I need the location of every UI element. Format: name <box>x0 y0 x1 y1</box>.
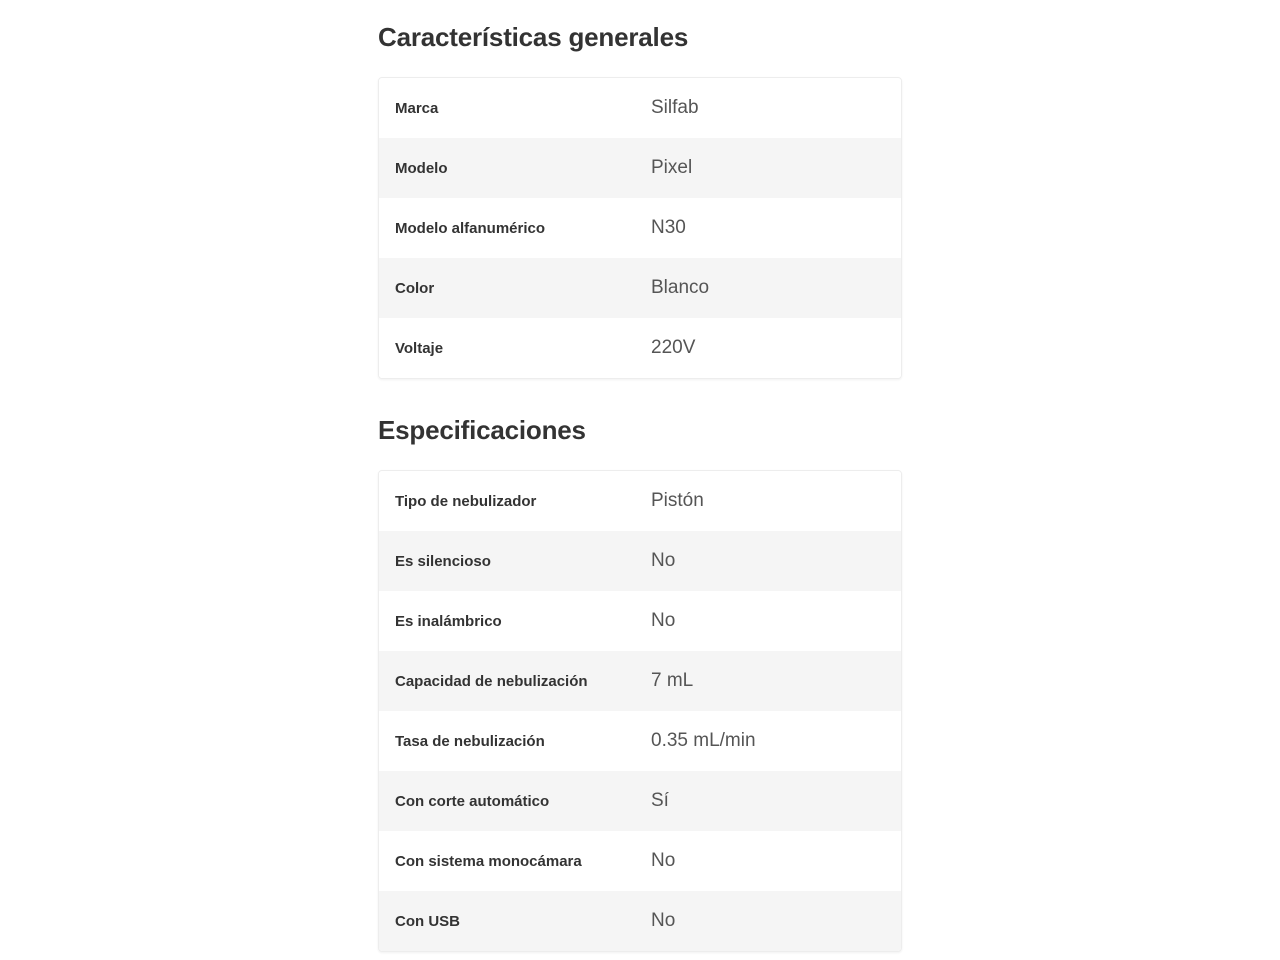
spec-label: Tipo de nebulizador <box>395 492 537 510</box>
spec-value: 0.35 mL/min <box>651 730 756 751</box>
spec-value: 7 mL <box>651 670 694 691</box>
spec-value: No <box>651 850 676 871</box>
table-row <box>379 258 901 318</box>
general-features-table <box>378 77 902 379</box>
spec-value: Blanco <box>651 277 710 298</box>
spec-label: Voltaje <box>395 339 444 357</box>
spec-value: Pistón <box>651 490 704 511</box>
spec-value: 220V <box>651 337 696 358</box>
spec-label: Marca <box>395 99 439 117</box>
spec-value: No <box>651 550 676 571</box>
table-row <box>379 318 901 378</box>
specifications-table <box>378 470 902 952</box>
table-row <box>379 78 901 138</box>
table-row <box>379 591 901 651</box>
table-row <box>379 891 901 951</box>
table-row <box>379 138 901 198</box>
table-row <box>379 651 901 711</box>
spec-value: Silfab <box>651 97 699 118</box>
spec-value: No <box>651 910 676 931</box>
spec-label: Color <box>395 279 435 297</box>
spec-label: Es silencioso <box>395 552 491 570</box>
table-row <box>379 198 901 258</box>
product-specs <box>378 0 902 952</box>
spec-value: Sí <box>651 790 669 811</box>
spec-label: Con USB <box>395 912 460 930</box>
spec-value: N30 <box>651 217 686 238</box>
spec-label: Es inalámbrico <box>395 612 502 630</box>
spec-label: Con corte automático <box>395 792 550 810</box>
spec-label: Capacidad de nebulización <box>395 672 588 690</box>
table-row <box>379 831 901 891</box>
table-row <box>379 471 901 531</box>
table-row <box>379 531 901 591</box>
table-row <box>379 711 901 771</box>
section-title-specifications: Especificaciones <box>378 415 586 445</box>
section-title-general: Características generales <box>378 22 689 52</box>
spec-label: Con sistema monocámara <box>395 852 582 870</box>
table-row <box>379 771 901 831</box>
spec-value: Pixel <box>651 157 693 178</box>
spec-label: Tasa de nebulización <box>395 732 545 750</box>
spec-label: Modelo alfanumérico <box>395 219 546 237</box>
spec-label: Modelo <box>395 159 448 177</box>
spec-value: No <box>651 610 676 631</box>
